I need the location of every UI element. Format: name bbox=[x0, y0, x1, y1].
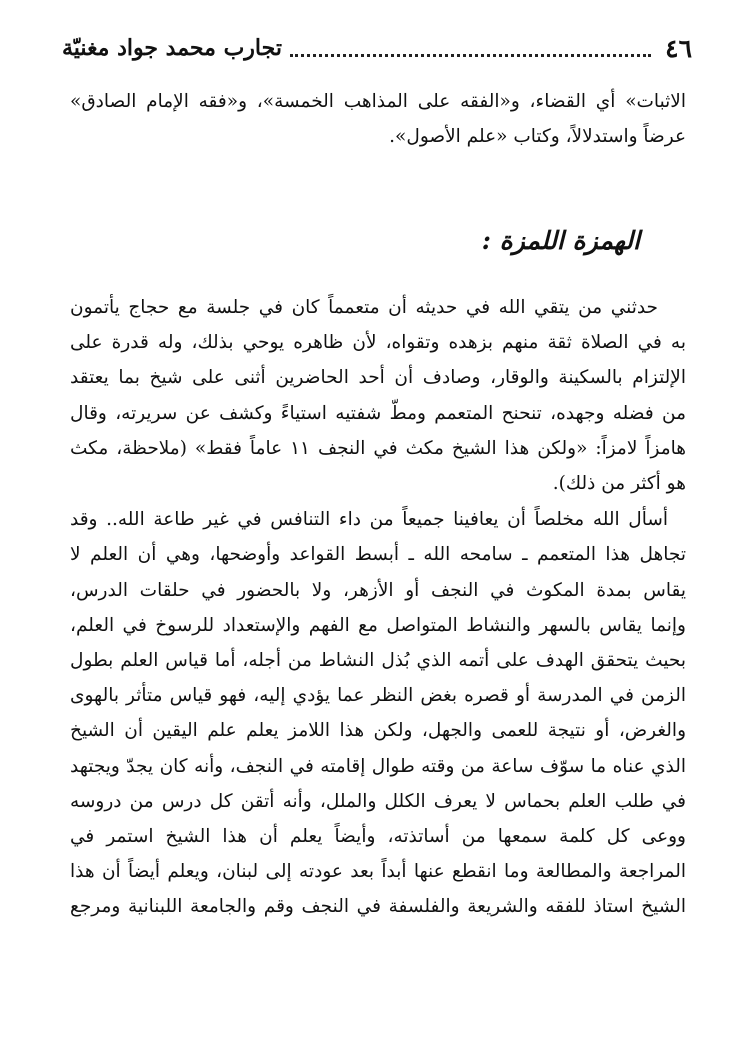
text-line: ووعى كل كلمة سمعها من أساتذته، وأيضاً يعلم أن هذا الشيخ استمر في bbox=[70, 826, 686, 848]
dotted-leader bbox=[290, 40, 651, 57]
text-line: أسأل الله مخلصاً أن يعافينا جميعاً من داء التنافس في غير طاعة الله.. وقد bbox=[70, 509, 668, 531]
text-line: عرضاً واستدلالاً، وكتاب «علم الأصول». bbox=[389, 126, 686, 148]
text-line: حدثني من يتقي الله في حديثه أن متعمماً كان في جلسة مع حجاج يأتمون bbox=[70, 297, 658, 318]
text-line: هامزاً لامزاً: «ولكن هذا الشيخ مكث في النجف ١١ عاماً فقط» (ملاحظة، مكث bbox=[70, 437, 686, 459]
text-line: الزمن في المدرسة أو قصره بغض النظر عما يؤدي إليه، فهو قياس متأثر بالهوى bbox=[70, 685, 686, 707]
text-line: به في الصلاة ثقة منهم بزهده وتقواه، لأن ظاهره يوحي بذلك، وله قدرة على bbox=[70, 332, 686, 354]
text-line: من فضله وجهده، تنحنح المتعمم ومطّ شفتيه استياءً وكشف عن سريرته، وقال bbox=[70, 402, 686, 424]
book-title: تجارب محمد جواد مغنيّة bbox=[62, 35, 282, 61]
text-line: الإلتزام بالسكينة والوقار، وصادف أن أحد الحاضرين أثنى على شيخ بما يعتقد bbox=[70, 367, 686, 389]
text-line: في طلب العلم بحماس لا يعرف الكلل والملل، وأنه أتقن كل درس من دروسه bbox=[70, 790, 686, 812]
paragraph-1 bbox=[70, 290, 686, 501]
intro-text bbox=[70, 84, 686, 154]
section-heading: الهمزة اللمزة : bbox=[481, 226, 640, 255]
text-line: الذي عناه ما سوّف ساعة من وقته طوال إقامته في النجف، وأنه كان يجدّ ويجتهد bbox=[70, 755, 686, 777]
text-line: هو أكثر من ذلك). bbox=[552, 473, 686, 495]
text-line: الاثبات» أي القضاء، و«الفقه على المذاهب الخمسة»، و«فقه الإمام الصادق» bbox=[70, 91, 686, 112]
page-number: ٤٦ bbox=[665, 33, 692, 63]
text-line: بحيث يتحقق الهدف على أتمه الذي بُذل النشاط من أجله، أما قياس العلم بطول bbox=[70, 650, 686, 672]
text-line: والغرض، أو نتيجة للعمى والجهل، ولكن هذا اللامز يعلم علم اليقين أن الشيخ bbox=[70, 720, 686, 742]
paragraph-2 bbox=[70, 502, 686, 924]
running-head bbox=[62, 28, 692, 68]
text-line: المراجعة والمطالعة وما انقطع عنها أبداً بعد عودته إلى لبنان، ويعلم أيضاً أن هذا bbox=[70, 861, 686, 883]
text-line: تجاهل هذا المتعمم ـ سامحه الله ـ أبسط القواعد وأوضحها، وهي أن العلم لا bbox=[70, 544, 686, 566]
text-line: وإنما يقاس بالسهر والنشاط المتواصل مع الفهم والإستعداد للرسوخ في العلم، bbox=[70, 614, 686, 636]
body-text bbox=[70, 290, 686, 925]
text-line: الشيخ استاذ للفقه والشريعة والفلسفة في النجف وقم والجامعة اللبنانية ومرجع bbox=[70, 896, 686, 918]
text-line: يقاس بمدة المكوث في النجف أو الأزهر، ولا بالحضور في حلقات الدرس، bbox=[70, 579, 686, 601]
